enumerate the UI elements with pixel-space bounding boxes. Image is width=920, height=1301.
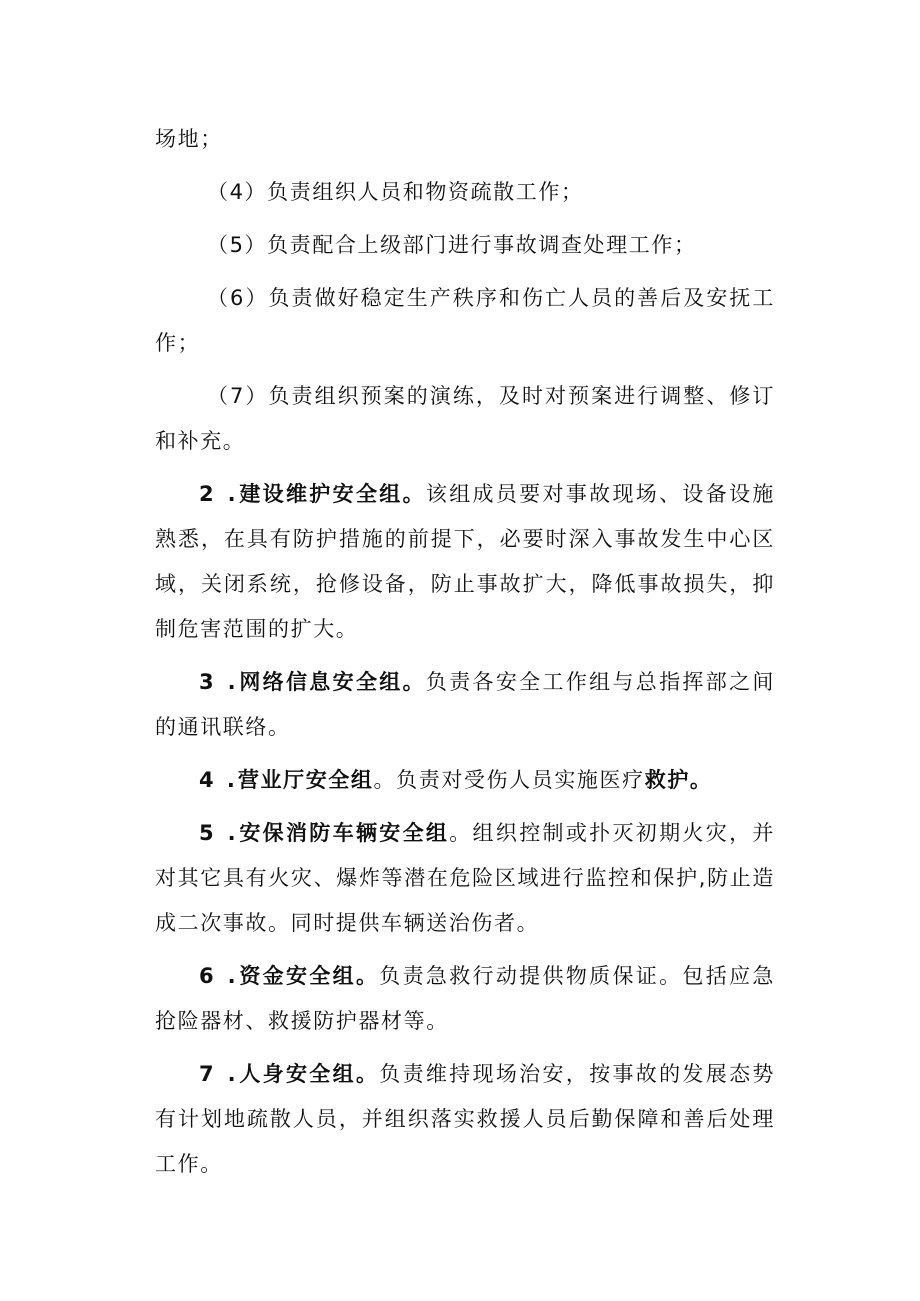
section-3-paragraph: [155, 660, 775, 750]
section-body: 负责维持现场治安，按事故的发展态势有计划地疏散人员，并组织落实救援人员后勤保障和善后处理工作。: [155, 1062, 775, 1176]
section-body: 。负责对受伤人员实施医疗: [373, 768, 645, 792]
section-heading: 人身安全组。: [238, 1062, 380, 1086]
section-body: 。组织控制或扑灭初期火灾，并对其它具有火灾、爆炸等潜在危险区域进行监控和保护,防止造成二次事故。同时提供车辆送治伤者。: [155, 821, 775, 935]
section-number: 4 .: [199, 768, 238, 792]
section-body: 负责各安全工作组与总指挥部之间的通讯联络。: [155, 670, 775, 739]
section-heading: 资金安全组。: [238, 964, 380, 988]
section-number: 3 .: [199, 670, 239, 694]
section-heading: 网络信息安全组。: [238, 670, 426, 694]
section-body: 负责急救行动提供物质保证。包括应急抢险器材、救援防护器材等。: [155, 964, 775, 1033]
section-4-paragraph: [155, 758, 775, 803]
section-2-paragraph: [155, 472, 775, 652]
section-heading: 营业厅安全组: [237, 768, 374, 792]
section-number: 2 .: [199, 482, 239, 506]
section-7-paragraph: [155, 1052, 775, 1187]
section-body: 该组成员要对事故现场、设备设施熟悉，在具有防护措施的前提下，必要时深入事故发生中心区域，关闭系统，抢修设备，防止事故扩大，降低事故损失，抑制危害范围的扩大。: [155, 482, 775, 641]
duty-item-4: （4）负责组织人员和物资疏散工作；: [207, 180, 584, 204]
section-body-bold-tail: 救护。: [644, 768, 713, 792]
section-heading: 安保消防车辆安全组: [238, 821, 450, 845]
duty-item-7: （7）负责组织预案的演练，及时对预案进行调整、修订和补充。: [155, 384, 775, 453]
section-number: 5 .: [199, 821, 239, 845]
section-6-paragraph: [155, 954, 775, 1044]
duty-item-5: （5）负责配合上级部门进行事故调查处理工作；: [207, 233, 697, 257]
duty-item-6: （6）负责做好稳定生产秩序和伤亡人员的善后及安抚工作；: [155, 286, 775, 355]
paragraph-continuation: 场地；: [155, 127, 223, 151]
section-heading: 建设维护安全组。: [238, 482, 426, 506]
section-number: 7 .: [199, 1062, 239, 1086]
section-5-paragraph: [155, 811, 775, 946]
section-number: 6 .: [199, 964, 239, 988]
document-page: [155, 117, 775, 1195]
